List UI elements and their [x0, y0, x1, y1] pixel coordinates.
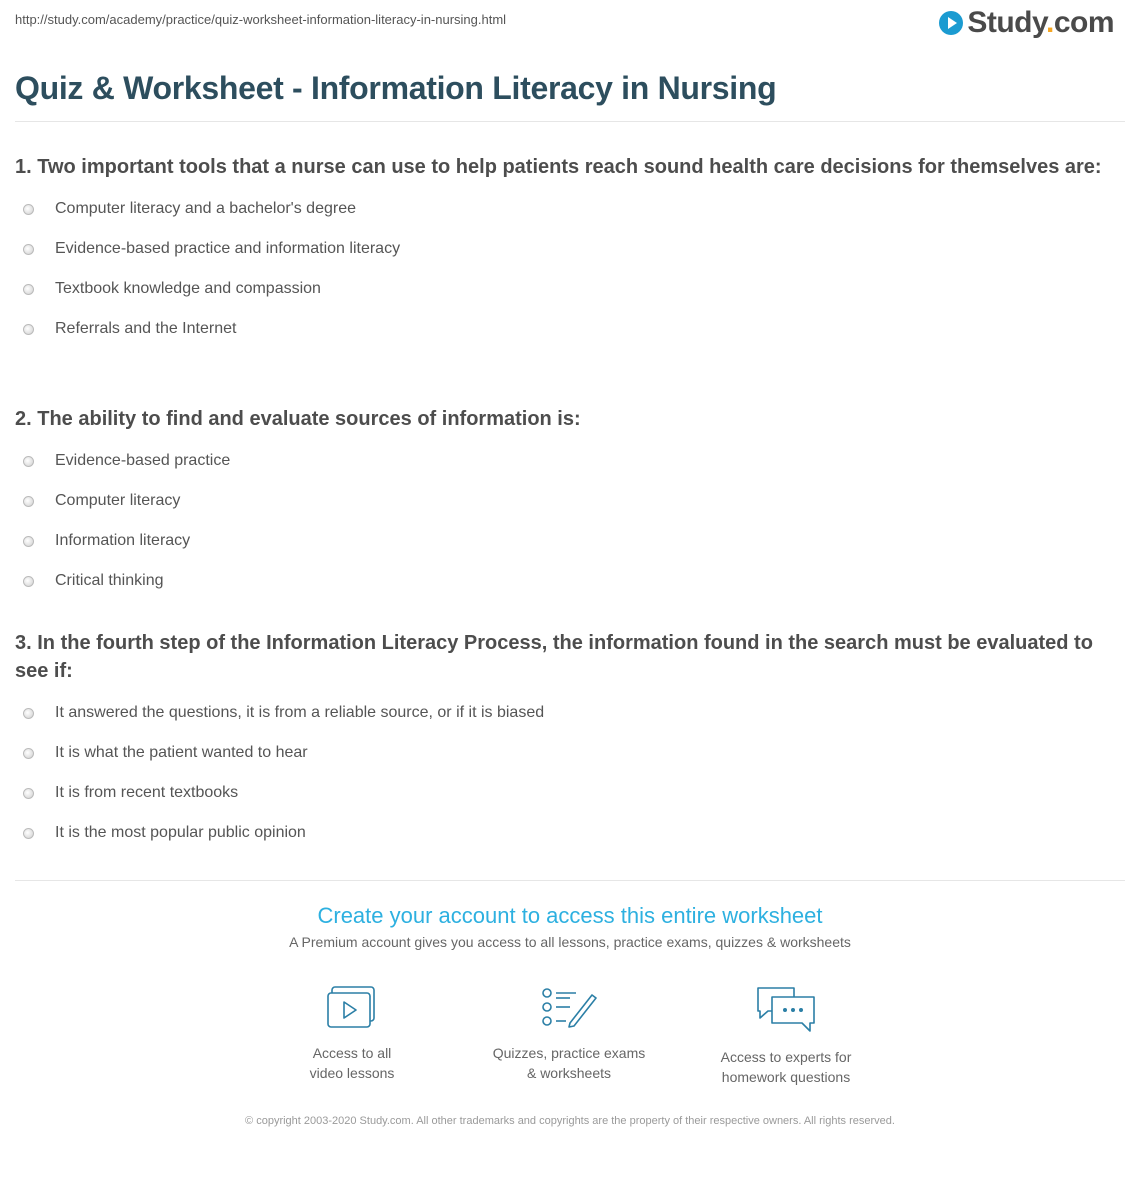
quiz-worksheet-icon: [540, 985, 598, 1031]
radio-button-icon[interactable]: [23, 324, 34, 335]
radio-button-icon[interactable]: [23, 496, 34, 507]
answer-option[interactable]: [15, 229, 1125, 269]
option-label: Referrals and the Internet: [55, 320, 237, 337]
answer-option[interactable]: [15, 521, 1125, 561]
answer-option[interactable]: [15, 561, 1125, 601]
option-label: Textbook knowledge and compassion: [55, 280, 321, 297]
page-title: Quiz & Worksheet - Information Literacy in Nursing: [15, 70, 777, 106]
option-label: It is the most popular public opinion: [55, 824, 306, 841]
cta-subtitle: A Premium account gives you access to all lessons, practice exams, quizzes & worksheets: [289, 934, 851, 950]
option-label: Computer literacy and a bachelor's degree: [55, 200, 356, 217]
feature-label: Access to experts for homework questions: [720, 1049, 852, 1085]
answer-option[interactable]: [15, 773, 1125, 813]
option-label: It is from recent textbooks: [55, 784, 239, 801]
feature-experts: [686, 985, 886, 1087]
question-text: 1. Two important tools that a nurse can use to help patients reach sound health care decisions for themselves are:: [15, 156, 1102, 178]
answer-option[interactable]: [15, 481, 1125, 521]
option-label: Computer literacy: [55, 492, 181, 509]
answer-option[interactable]: [15, 309, 1125, 349]
radio-button-icon[interactable]: [23, 536, 34, 547]
feature-quizzes: [469, 985, 669, 1083]
answer-option[interactable]: [15, 693, 1125, 733]
answer-option[interactable]: [15, 733, 1125, 773]
question-3: [15, 629, 1125, 853]
option-label: Evidence-based practice and information literacy: [55, 240, 401, 257]
option-label: Evidence-based practice: [55, 452, 231, 469]
question-2: [15, 405, 1125, 601]
radio-button-icon[interactable]: [23, 708, 34, 719]
radio-button-icon[interactable]: [23, 244, 34, 255]
radio-button-icon[interactable]: [23, 204, 34, 215]
answer-option[interactable]: [15, 269, 1125, 309]
answer-option[interactable]: [15, 189, 1125, 229]
radio-button-icon[interactable]: [23, 828, 34, 839]
feature-label: Quizzes, practice exams & worksheets: [492, 1045, 646, 1081]
feature-label: Access to all video lessons: [309, 1045, 395, 1081]
option-label: It answered the questions, it is from a reliable source, or if it is biased: [55, 704, 545, 721]
radio-button-icon[interactable]: [23, 576, 34, 587]
radio-button-icon[interactable]: [23, 748, 34, 759]
chat-experts-icon: [754, 985, 818, 1035]
video-lesson-icon: [326, 985, 378, 1031]
radio-button-icon[interactable]: [23, 456, 34, 467]
question-text: 2. The ability to find and evaluate sources of information is:: [15, 408, 581, 430]
question-text: 3. In the fourth step of the Information Literacy Process, the information found in the search must be evaluated to see if:: [15, 632, 1093, 682]
cta-divider: [15, 880, 1125, 881]
answer-options: [15, 189, 1125, 349]
option-label: It is what the patient wanted to hear: [55, 744, 308, 761]
create-account-link[interactable]: Create your account to access this entire worksheet: [317, 903, 823, 928]
play-logo-icon: [939, 11, 963, 35]
option-label: Critical thinking: [55, 572, 164, 589]
answer-options: [15, 693, 1125, 853]
answer-option[interactable]: [15, 813, 1125, 853]
option-label: Information literacy: [55, 532, 191, 549]
answer-option[interactable]: [15, 441, 1125, 481]
copyright-text: © copyright 2003-2020 Study.com. All other trademarks and copyrights are the property of their respective owners. All rights reserved.: [245, 1115, 895, 1127]
question-1: [15, 153, 1125, 349]
study-logo[interactable]: [939, 6, 1114, 40]
title-divider: [15, 121, 1125, 122]
answer-options: [15, 441, 1125, 601]
radio-button-icon[interactable]: [23, 788, 34, 799]
feature-video-lessons: [252, 985, 452, 1083]
page-url: http://study.com/academy/practice/quiz-worksheet-information-literacy-in-nursing.html: [15, 12, 507, 27]
logo-text: Study.com: [967, 6, 1114, 39]
radio-button-icon[interactable]: [23, 284, 34, 295]
